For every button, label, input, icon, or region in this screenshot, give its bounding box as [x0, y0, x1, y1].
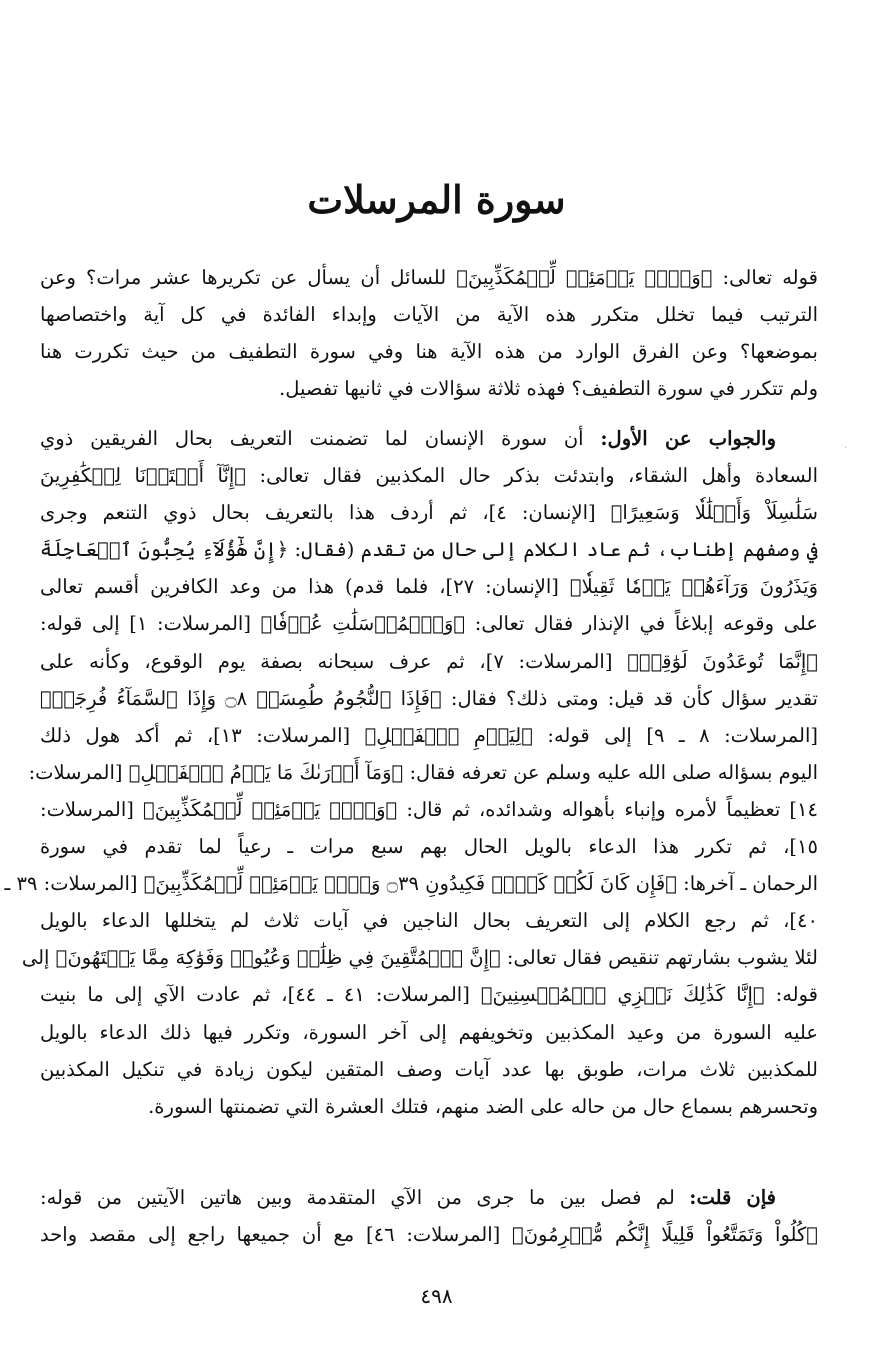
paragraph-line: سَلَٰسِلَاْ وَأَغۡلَٰلٗا وَسَعِيرًا﴾ [الإنسان: ٤]، ثم أردف هذا بالتعريف بحال ذوي التنعم وجرى — [40, 501, 818, 525]
paragraph-line: ١٥]، ثم تكرر هذا الدعاء بالويل الحال بهم سبع مرات ـ رعياً لما تقدم في سورة — [40, 835, 818, 859]
paragraph-line: لئلا يشوب بشارتهم تنقيص فقال تعالى: ﴿إِنَّ ٱلۡمُتَّقِينَ فِي ظِلَٰلٖ وَعُيُونٖ وَفَوَٰكِهَ مِمَّا يَشۡتَهُونَ﴾ إلى — [21, 946, 818, 970]
paragraph-line: قوله تعالى: ﴿وَيۡلٞ يَوۡمَئِذٖ لِّلۡمُكَذِّبِينَ﴾ للسائل أن يسأل عن تكريرها عشر مرات؟ وعن — [40, 266, 818, 289]
paragraph-line: في وصفهم إطناب، ثم عاد الكلام إلى حال من تقدم (فقال: ﴿إِنَّ هَٰٓؤُلَآءِ يُحِبُّونَ ٱلۡعَاجِلَةَ — [40, 538, 818, 562]
page-number: ٤٩٨ — [420, 1284, 453, 1308]
paragraph-question — [40, 259, 818, 407]
paragraph-line: ولم تتكرر في سورة التطفيف؟ فهذه ثلاثة سؤالات في ثانيها تفصيل. — [279, 377, 818, 401]
paragraph-line: ٤٠]، ثم رجع الكلام إلى التعريف بحال الناجين في آيات ثلاث لم يتخللها الدعاء بالويل — [40, 909, 818, 933]
objection-lead-text: لم فصل بين ما جرى من الآي المتقدمة وبين هاتين الآيتين من قوله: — [40, 1186, 675, 1209]
paragraph-line: وتحسرهم بسماع حال من حاله على الضد منهم، فتلك العشرة التي تضمنتها السورة. — [148, 1094, 818, 1118]
paragraph-line: قوله: ﴿إِنَّا كَذَٰلِكَ نَجۡزِي ٱلۡمُحۡسِنِينَ﴾ [المرسلات: ٤١ ـ ٤٤]، ثم عادت الآي إلى ما بنيت — [40, 983, 818, 1007]
answer-lead-text: أن سورة الإنسان لما تضمنت التعريف بحال الفريقين ذوي — [40, 427, 584, 450]
paragraph-lead-line — [40, 420, 818, 457]
paragraph-line: اليوم بسؤاله صلى الله عليه وسلم عن تعرفه فقال: ﴿وَمَآ أَدۡرَىٰكَ مَا يَوۡمُ ٱلۡفَصۡلِ﴾ [المرسلات: — [28, 760, 818, 784]
paragraph-lead-line — [40, 1179, 818, 1216]
paragraph-line: وَيَذَرُونَ وَرَآءَهُمۡ يَوۡمٗا ثَقِيلٗا﴾ [الإنسان: ٢٧]، فلما قدم) هذا من وعد الكافرين أقسم تعالى — [40, 575, 818, 599]
paragraph-line: عليه السورة من وعيد المكذبين وتخويفهم إلى آخر السورة، وتكرر فيها ذلك الدعاء بالويل — [40, 1020, 818, 1044]
paragraph-line: تقدير سؤال كأن قد قيل: ومتى ذلك؟ فقال: ﴿فَإِذَا ٱلنُّجُومُ طُمِسَتۡ ۝٨ وَإِذَا ٱلسَّمَآءُ فُرِجَتۡ﴾ — [40, 686, 818, 710]
paragraph-line: السعادة وأهل الشقاء، وابتدئت بذكر حال المكذبين فقال تعالى: ﴿إِنَّآ أَعۡتَدۡنَا لِلۡكَٰفِرِينَ — [40, 464, 818, 488]
paragraph-line: ١٤] تعظيماً لأمره وإنباء بأهواله وشدائده، ثم قال: ﴿وَيۡلٞ يَوۡمَئِذٖ لِّلۡمُكَذِّبِينَ﴾ [المرسلات: — [40, 797, 818, 821]
paragraph-line: على وقوعه إبلاغاً في الإنذار فقال تعالى: ﴿وَٱلۡمُرۡسَلَٰتِ عُرۡفٗا﴾ [المرسلات: ١] إلى قوله: — [40, 612, 819, 636]
paragraph-line: ﴿إِنَّمَا تُوعَدُونَ لَوَٰقِعٞ﴾ [المرسلات: ٧]، ثم عرف سبحانه بصفة يوم الوقوع، وكأنه على — [40, 649, 818, 673]
answer-keyword: والجواب عن الأول: — [600, 427, 776, 450]
margin-mark: · — [844, 443, 848, 454]
paragraph-objection — [40, 1179, 818, 1253]
paragraph-answer — [4, 420, 819, 1125]
paragraph-line: ﴿كُلُواْ وَتَمَتَّعُواْ قَلِيلًا إِنَّكُم مُّجۡرِمُونَ﴾ [المرسلات: ٤٦] مع أن جميعها راجع إلى مقصد واحد — [40, 1223, 818, 1247]
paragraph-line: الرحمان ـ آخرها: ﴿فَإِن كَانَ لَكُمۡ كَيۡدٞ فَكِيدُونِ ۝٣٩ وَيۡلٞ يَوۡمَئِذٖ لِّلۡمُكَذِّبِينَ﴾ [المرسلات: ٣٩ ـ — [4, 872, 818, 896]
page-title: سورة المرسلات — [307, 177, 566, 222]
paragraph-line: [المرسلات: ٨ ـ ٩] إلى قوله: ﴿لِيَوۡمِ ٱلۡفَصۡلِ﴾ [المرسلات: ١٣]، ثم أكد هول ذلك — [40, 723, 818, 747]
paragraph-line: للمكذبين ثلاث مرات، طوبق بها عدد آيات وصف المتقين ليكون زيادة في تنكيل المكذبين — [40, 1057, 818, 1081]
objection-keyword: فإن قلت: — [689, 1186, 777, 1209]
paragraph-line: الترتيب فيما تخلل متكرر هذه الآية من الآيات وإبداء الفائدة في كل آية واختصاصها — [40, 303, 818, 327]
paragraph-line: بموضعها؟ وعن الفرق الوارد من هذه الآية هنا وفي سورة التطفيف من حيث تكررت هنا — [40, 340, 818, 364]
